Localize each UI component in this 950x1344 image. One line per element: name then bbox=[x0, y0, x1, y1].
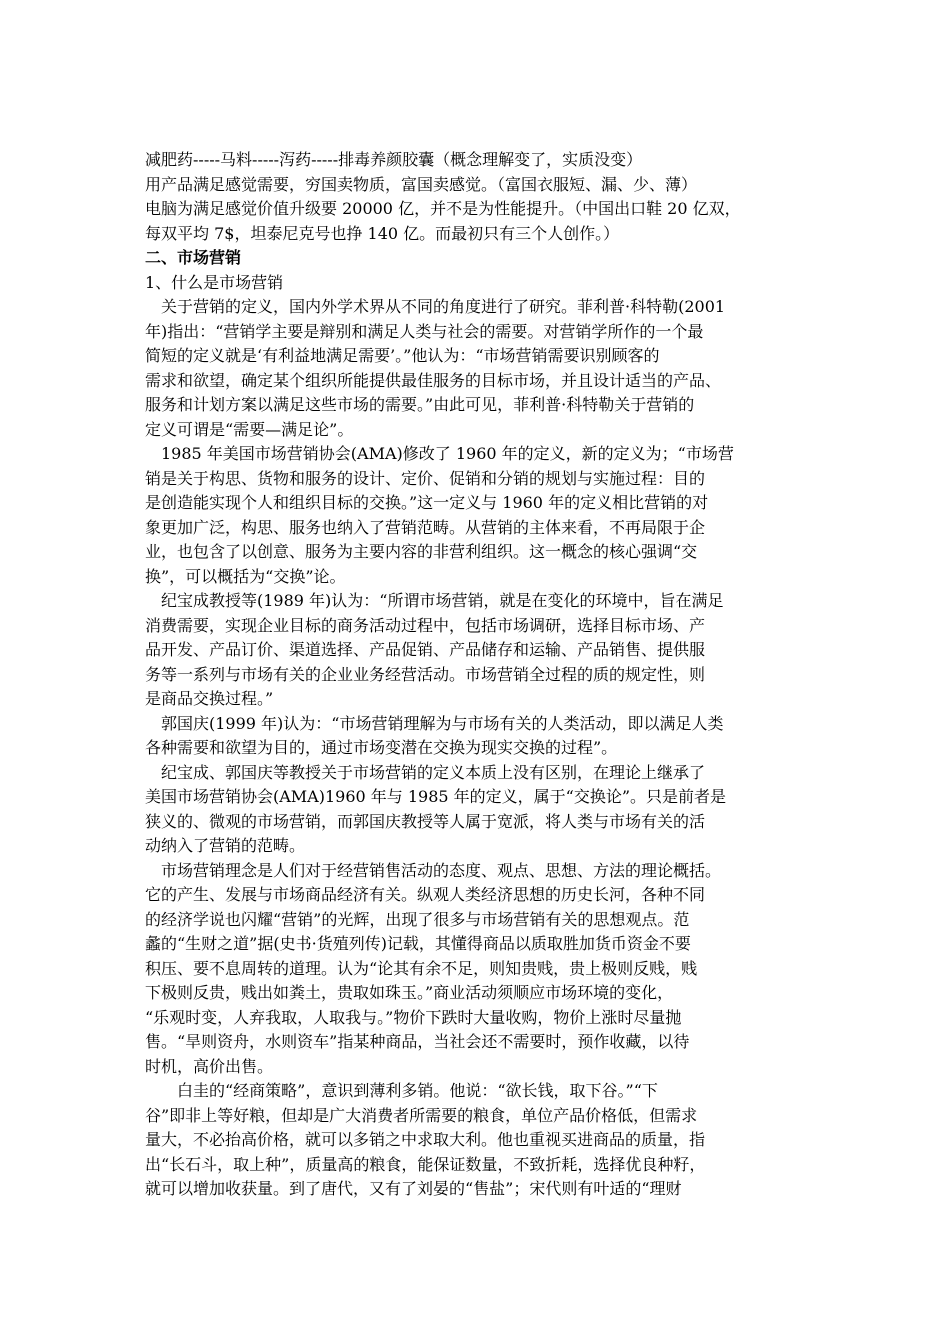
text-line: 下极则反贵，贱出如粪土，贵取如珠玉。”商业活动须顺应市场环境的变化， bbox=[145, 983, 674, 1002]
text-line: 简短的定义就是‘有利益地满足需要’。”他认为：“市场营销需要识别顾客的 bbox=[145, 346, 660, 365]
text-line: 年)指出：“营销学主要是辩别和满足人类与社会的需要。对营销学所作的一个最 bbox=[145, 321, 704, 341]
text-line: 业，也包含了以创意、服务为主要内容的非营利组织。这一概念的核心强调“交 bbox=[145, 542, 698, 561]
text-line: 时机，高价出售。 bbox=[145, 1056, 274, 1076]
text-line: 郭国庆(1999 年)认为：“市场营销理解为与市场有关的人类活动，即以满足人类 bbox=[145, 713, 724, 733]
text-line: 服务和计划方案以满足这些市场的需要。”由此可见，菲利普·科特勒关于营销的 bbox=[145, 395, 695, 414]
text-line: 的经济学说也闪耀“营销”的光辉，出现了很多与市场营销有关的思想观点。范 bbox=[145, 909, 690, 929]
text-line: 象更加广泛，构思、服务也纳入了营销范畴。从营销的主体来看，不再局限于企 bbox=[145, 517, 706, 537]
text-line: 销是关于构思、货物和服务的设计、定价、促销和分销的规划与实施过程：目的 bbox=[145, 468, 706, 488]
section-heading: 二、市场营销 bbox=[145, 248, 242, 267]
text-line: 就可以增加收获量。到了唐代，又有了刘晏的“售盐”；宋代则有叶适的“理财 bbox=[145, 1179, 682, 1198]
text-line: 纪宝成、郭国庆等教授关于市场营销的定义本质上没有区别，在理论上继承了 bbox=[145, 762, 706, 782]
text-line: 是商品交换过程。” bbox=[145, 689, 274, 708]
text-line: “乐观时变，人弃我取，人取我与。”物价下跌时大量收购，物价上涨时尽量抛 bbox=[145, 1007, 682, 1027]
text-line: 换”，可以概括为“交换”论。 bbox=[145, 566, 346, 586]
text-line: 消费需要，实现企业目标的商务活动过程中，包括市场调研，选择目标市场、产 bbox=[145, 615, 706, 635]
text-line: 狭义的、微观的市场营销，而郭国庆教授等人属于宽派，将人类与市场有关的活 bbox=[145, 811, 706, 831]
text-line: 纪宝成教授等(1989 年)认为：“所谓市场营销，就是在变化的环境中，旨在满足 bbox=[145, 591, 724, 610]
text-line: 白圭的“经商策略”，意识到薄利多销。他说：“欲长钱，取下谷。”“下 bbox=[145, 1081, 658, 1100]
text-line: 量大，不必抬高价格，就可以多销之中求取大利。他也重视买进商品的质量，指 bbox=[145, 1130, 706, 1149]
text-line: 它的产生、发展与市场商品经济有关。纵观人类经济思想的历史长河，各种不同 bbox=[145, 885, 706, 904]
text-line: 关于营销的定义，国内外学术界从不同的角度进行了研究。菲利普·科特勒(2001 bbox=[145, 297, 726, 316]
text-line: 电脑为满足感觉价值升级要 20000 亿，并不是为性能提升。（中国出口鞋 20 亿双， bbox=[145, 199, 741, 218]
text-line: 美国市场营销协会(AMA)1960 年与 1985 年的定义，属于“交换论”。只是前者是 bbox=[145, 787, 727, 806]
text-line: 出“长石斗，取上种”，质量高的粮食，能保证数量，不致折耗，选择优良种籽， bbox=[145, 1154, 706, 1174]
subsection-heading: 1、什么是市场营销 bbox=[145, 272, 284, 292]
text-line: 务等一系列与市场有关的企业业务经营活动。市场营销全过程的质的规定性，则 bbox=[145, 664, 706, 684]
text-line: 1985 年美国市场营销协会(AMA)修改了 1960 年的定义，新的定义为；“市场营 bbox=[145, 444, 734, 463]
text-line: 每双平均 7$，坦泰尼克号也挣 140 亿。而最初只有三个人创作。） bbox=[145, 223, 620, 243]
text-line: 品开发、产品订价、渠道选择、产品促销、产品储存和运输、产品销售、提供服 bbox=[145, 640, 706, 659]
text-line: 需求和欲望，确定某个组织所能提供最佳服务的目标市场，并且设计适当的产品、 bbox=[145, 370, 722, 390]
text-line: 动纳入了营销的范畴。 bbox=[145, 836, 306, 855]
text-line: 减肥药-----马料-----泻药-----排毒养颜胶囊（概念理解变了，实质没变） bbox=[145, 150, 643, 169]
text-line: 谷”即非上等好粮，但却是广大消费者所需要的粮食，单位产品价格低，但需求 bbox=[145, 1105, 698, 1125]
text-line: 定义可谓是“需要—满足论”。 bbox=[145, 419, 354, 439]
text-line: 用产品满足感觉需要，穷国卖物质，富国卖感觉。（富国衣服短、漏、少、薄） bbox=[145, 174, 698, 194]
text-line: 是创造能实现个人和组织目标的交换。”这一定义与 1960 年的定义相比营销的对 bbox=[145, 493, 709, 512]
text-line: 积压、要不息周转的道理。认为“论其有余不足，则知贵贱，贵上极则反贱，贱 bbox=[145, 958, 698, 978]
document-page bbox=[145, 148, 845, 1202]
text-line: 市场营销理念是人们对于经营销售活动的态度、观点、思想、方法的理论概括。 bbox=[145, 860, 722, 880]
text-line: 售。“旱则资舟，水则资车”指某种商品，当社会还不需要时，预作收藏，以待 bbox=[145, 1032, 690, 1051]
text-line: 各种需要和欲望为目的，通过市场变潜在交换为现实交换的过程”。 bbox=[145, 738, 618, 757]
text-line: 蠡的“生财之道”据(史书·货殖列传)记载，其懂得商品以质取胜加货币资金不要 bbox=[145, 934, 691, 953]
